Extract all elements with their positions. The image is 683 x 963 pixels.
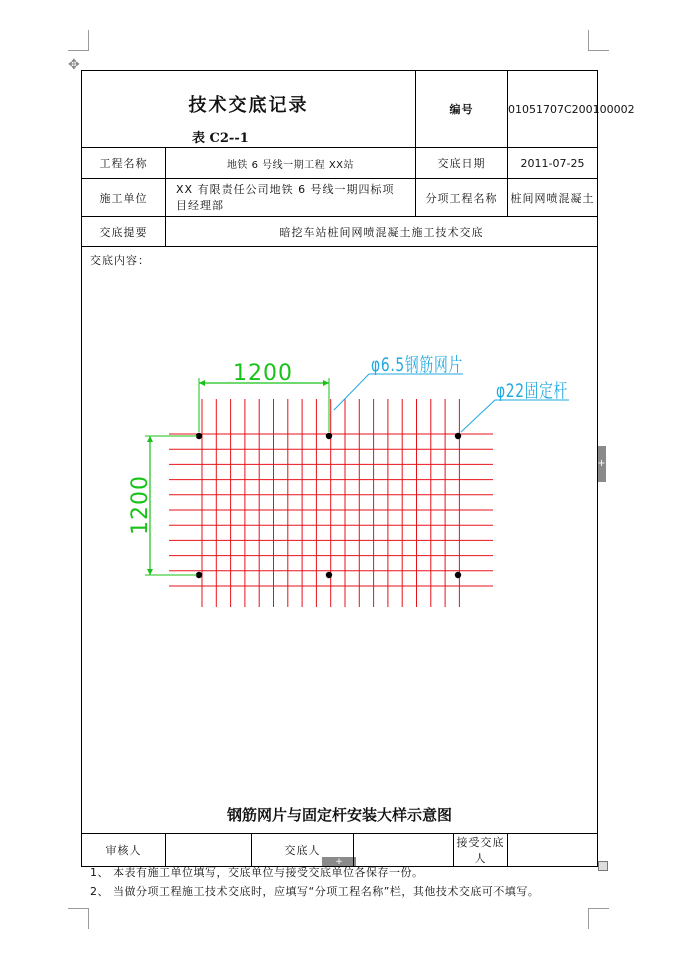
dimension-arrow (147, 436, 153, 442)
date-label: 交底日期 (416, 148, 508, 179)
number-value[interactable]: 01051707C200100002 (508, 71, 598, 148)
number-label: 编号 (416, 71, 508, 148)
sub-project-label: 分项工程名称 (416, 179, 508, 217)
dimension-arrow (323, 380, 329, 386)
reviewer-value[interactable] (166, 834, 252, 867)
unit-value[interactable]: XX 有限责任公司地铁 6 号线一期四标项目经理部 (166, 179, 416, 217)
mesh-leader-line (334, 374, 463, 410)
sub-project-value[interactable]: 桩间网喷混凝土 (508, 179, 598, 217)
discloser-label: 交底人 (252, 834, 354, 867)
summary-value[interactable]: 暗挖车站桩间网喷混凝土施工技术交底 (166, 217, 598, 247)
fixing-rod-point (455, 572, 461, 578)
reviewer-label: 审核人 (82, 834, 166, 867)
summary-label: 交底提要 (82, 217, 166, 247)
page-corner-bottom-left (68, 908, 89, 929)
content-cell[interactable] (82, 247, 598, 834)
add-column-icon[interactable]: + (597, 446, 606, 482)
unit-label: 施工单位 (82, 179, 166, 217)
disclosure-form-table (81, 70, 635, 867)
footnote-2: 2、 当做分项工程施工技术交底时，应填写“分项工程名称”栏，其他技术交底可不填写。 (90, 885, 540, 898)
page-corner-top-right (588, 30, 609, 51)
figure-caption: 钢筋网片与固定杆安装大样示意图 (226, 806, 452, 824)
footnotes (90, 863, 590, 901)
dimension-text-horizontal: 1200 (233, 361, 293, 386)
dimension-text-vertical: 1200 (128, 475, 153, 535)
discloser-value[interactable] (354, 834, 454, 867)
dimension-arrow (199, 380, 205, 386)
form-title: 技术交底记录 (188, 95, 309, 116)
rod-label: φ22固定杆 (496, 380, 568, 402)
page-corner-bottom-right (588, 908, 609, 929)
page-corner-top-left (68, 30, 89, 51)
title-cell (82, 71, 416, 148)
content-label: 交底内容： (90, 254, 150, 267)
add-row-icon[interactable]: + (322, 857, 356, 867)
form-number: 表 C2--1 (192, 131, 249, 146)
table-resize-handle[interactable] (598, 861, 608, 871)
table-move-handle-icon[interactable]: ✥ (68, 57, 80, 73)
receiver-label: 接受交底人 (454, 834, 508, 867)
rod-leader-line (461, 400, 569, 432)
date-value[interactable]: 2011-07-25 (508, 148, 598, 179)
mesh-label: φ6.5钢筋网片 (371, 354, 463, 376)
mesh-install-drawing (82, 247, 598, 833)
fixing-rod-point (326, 433, 332, 439)
receiver-value[interactable] (508, 834, 598, 867)
footnote-1: 1、 本表有施工单位填写，交底单位与接受交底单位各保存一份。 (90, 866, 424, 879)
fixing-rod-point (455, 433, 461, 439)
dimension-arrow (147, 569, 153, 575)
fixing-rod-point (326, 572, 332, 578)
project-name-label: 工程名称 (82, 148, 166, 179)
project-name-value[interactable]: 地铁 6 号线一期工程 XX站 (166, 148, 416, 179)
